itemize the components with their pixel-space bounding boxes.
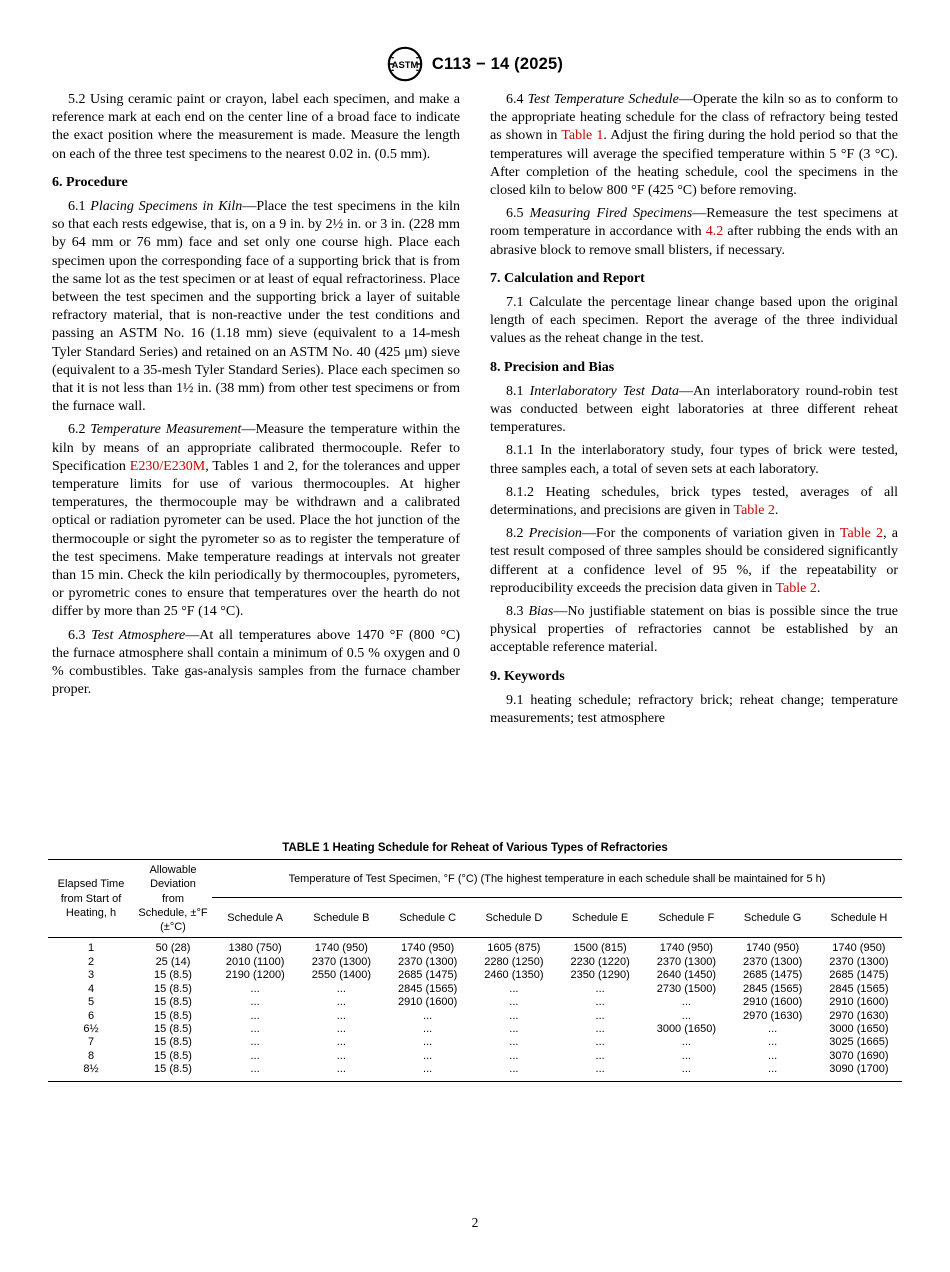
text-run: after rubbing the ends with an abrasive block to remove small blisters, if necessary. — [490, 224, 899, 258]
temperature-cell: ... — [250, 1036, 260, 1049]
deviation-cell: 25 (14) — [155, 955, 191, 968]
temperature-cell: ... — [595, 1022, 605, 1035]
temperature-cell: 3000 (1650) — [656, 1022, 717, 1035]
table-1-section — [48, 842, 902, 1082]
text-run: 8.1 — [506, 383, 530, 399]
temperature-cell: ... — [423, 1049, 433, 1062]
text-run: Measuring Fired Specimens — [529, 206, 693, 222]
temperature-cell: ... — [509, 982, 519, 995]
temperature-cell: 2370 (1300) — [397, 955, 458, 968]
temperature-cell: ... — [509, 1009, 519, 1022]
table-row — [48, 1023, 902, 1036]
text-run: 6.4 — [506, 92, 528, 107]
text-run: —Place the test specimens in the kiln so that each rests edgewise, that is, on a 9 in. by 2½ in. or 3 in. (228 mm by 64 mm or 76 mm) face and set only one course high. Place each specimen upon the corresponding face of a supporting brick that is from the same lot as the test specimen or at least of equal refractoriness. Place between the test specimen and the supporting brick a layer of suitable refractory material, that is non-reactive under the test conditions and passing an ASTM No. 16 (1.18 mm) sieve (equivalent to a 14-mesh Tyler Standard Series) and retained on an ASTM No. 40 (425 μm) sieve (equivalent to a 35-mesh Tyler Standard Series). Place each specimen so that it is not less than 1½ in. (38 mm) from other test specimens or from the furnace wall. — [52, 199, 460, 415]
temperature-cell: ... — [250, 1022, 260, 1035]
temperature-cell: 1740 (950) — [832, 942, 886, 955]
section-heading-7: 7. Calculation and Report — [490, 270, 645, 286]
text-run: 6.2 — [68, 422, 91, 438]
temperature-cell: 2370 (1300) — [829, 955, 889, 968]
elapsed-time-cell: 8 — [87, 1049, 95, 1062]
temperature-cell: 3090 (1700) — [829, 1063, 889, 1076]
temperature-cell: ... — [250, 982, 260, 995]
schedule-column-header: Schedule D — [471, 898, 557, 938]
temperature-cell: ... — [595, 982, 605, 995]
table-row — [48, 938, 902, 956]
temperature-cell: ... — [509, 1036, 519, 1049]
temperature-cell: ... — [681, 1036, 691, 1049]
schedule-column-header: Schedule G — [730, 898, 816, 938]
table-row — [48, 983, 902, 996]
temperature-cell: 1380 (750) — [228, 942, 282, 955]
temperature-cell: 2640 (1450) — [656, 969, 717, 982]
elapsed-time-cell: 5 — [87, 996, 95, 1009]
temperature-cell: ... — [595, 1063, 605, 1076]
temperature-cell: ... — [336, 1009, 346, 1022]
temperature-cell: ... — [681, 1009, 691, 1022]
text-run: 8.1.2 Heating schedules, brick types tested, averages of all determinations, and precisions are given in — [490, 484, 898, 519]
schedule-column-header: Schedule B — [298, 898, 384, 938]
ref-link[interactable]: E230/E230M — [129, 458, 206, 474]
text-run: —An interlaboratory round-robin test was conducted between eight laboratories at three different reheat temperatures. — [490, 383, 899, 436]
text-run: 6.1 — [68, 199, 91, 215]
temperature-cell: 2685 (1475) — [397, 969, 458, 982]
paragraph-5-2 — [52, 91, 460, 164]
temperature-cell: ... — [509, 996, 519, 1009]
temperature-cell: ... — [595, 996, 605, 1009]
paragraph-7-1 — [490, 294, 898, 349]
temperature-cell: 2730 (1500) — [656, 982, 717, 995]
temperature-cell: 2350 (1290) — [570, 969, 630, 982]
heating-schedule-table — [48, 859, 902, 1082]
text-run: . — [816, 580, 821, 596]
ref-link[interactable]: Table 1 — [561, 128, 604, 144]
temperature-cell: ... — [509, 1022, 519, 1035]
elapsed-time-cell: 1 — [87, 942, 95, 955]
text-run: 8.3 — [506, 604, 529, 620]
paragraph-8-1 — [490, 383, 898, 438]
temperature-cell: ... — [423, 1063, 433, 1076]
text-run: , a test result composed of three samples should be considered significantly different at a confidence level of 95 %, if the repeatability or reproducibility exceeds the precision data given in — [490, 526, 899, 596]
temperature-cell: ... — [336, 1036, 346, 1049]
table-header-row-1 — [48, 860, 902, 898]
temperature-cell: ... — [595, 1009, 605, 1022]
paragraph-6-3 — [52, 627, 460, 700]
temperature-cell: 1605 (875) — [487, 942, 541, 955]
temperature-cell: ... — [423, 1009, 433, 1022]
ref-link[interactable]: Table 2 — [733, 503, 775, 519]
table-row — [48, 1063, 902, 1081]
deviation-cell: 15 (8.5) — [154, 1022, 192, 1035]
schedule-column-header: Schedule E — [557, 898, 643, 938]
temperature-cell: 2460 (1350) — [484, 969, 544, 982]
temperature-cell: 2970 (1630) — [829, 1009, 889, 1022]
table-row — [48, 1010, 902, 1023]
temperature-cell: ... — [336, 996, 346, 1009]
text-run: 8.2 — [506, 526, 529, 542]
temperature-cell: 1740 (950) — [746, 942, 800, 955]
temperature-cell: ... — [423, 1022, 433, 1035]
temperature-cell: ... — [509, 1063, 519, 1076]
text-run: . Adjust the firing during the hold period so that the temperatures will average the specified temperature within 5 °F (3 °C). After completion of the heating schedule, cool the specimens in the closed kiln to below 800 °F (425 °C) before removing. — [490, 128, 898, 199]
deviation-cell: 15 (8.5) — [154, 969, 192, 982]
deviation-cell: 15 (8.5) — [154, 996, 192, 1009]
allowable-deviation-header: Allowable Deviation from Schedule, ±°F (±°C) — [134, 860, 212, 938]
temperature-cell: 2370 (1300) — [311, 955, 372, 968]
page-footer — [0, 1215, 950, 1231]
elapsed-time-header: Elapsed Time from Start of Heating, h — [48, 860, 134, 938]
temperature-cell: 2370 (1300) — [742, 955, 803, 968]
temperature-cell: ... — [336, 1049, 346, 1062]
schedule-column-header: Schedule F — [643, 898, 729, 938]
schedule-column-header: Schedule C — [385, 898, 471, 938]
text-run: 6.3 — [68, 627, 92, 643]
ref-link[interactable]: 4.2 — [705, 224, 724, 240]
temperature-cell: 2845 (1565) — [397, 982, 458, 995]
temperature-cell: 3025 (1665) — [829, 1036, 889, 1049]
deviation-cell: 15 (8.5) — [154, 982, 192, 995]
ref-link[interactable]: Table 2 — [839, 526, 884, 542]
temperature-cell: ... — [681, 1049, 691, 1062]
deviation-cell: 15 (8.5) — [154, 1009, 192, 1022]
ref-link[interactable]: Table 2 — [775, 580, 817, 596]
temperature-cell: 1740 (950) — [401, 942, 455, 955]
section-heading-6: 6. Procedure — [52, 174, 128, 190]
left-column — [52, 91, 460, 733]
temperature-cell: 2845 (1565) — [742, 982, 803, 995]
temperature-span-header: Temperature of Test Specimen, °F (°C) (The highest temperature in each schedule shall be maintained for 5 h) — [212, 860, 902, 898]
text-run: , Tables 1 and 2, for the tolerances and upper temperature limits for use of various thermocouples. At higher temperatures, the thermocouple may be withdrawn and a calibrated optical or radiation pyrometer can be used. Place the hot junction of the thermocouple or sight the pyrometer so as to register the temperature of the test specimens. Make temperature readings at intervals not greater than 15 min. Check the kiln periodically by thermocouples, pyrometers, or pyrometric cones to ensure that temperatures over the hearth do not differ by more than 25 °F (14 °C). — [52, 458, 460, 620]
text-run: Bias — [528, 604, 554, 620]
deviation-cell: 50 (28) — [155, 942, 191, 955]
text-run: —Remeasure the test specimens at room temperature in accordance with — [490, 206, 898, 240]
text-run: Test Atmosphere — [91, 627, 186, 643]
temperature-cell: ... — [681, 996, 691, 1009]
deviation-cell: 15 (8.5) — [154, 1063, 192, 1076]
text-run: Interlaboratory Test Data — [529, 383, 680, 399]
temperature-cell: ... — [336, 1022, 346, 1035]
temperature-cell: 2845 (1565) — [829, 982, 889, 995]
temperature-cell: 2910 (1600) — [742, 996, 803, 1009]
text-run: —Operate the kiln so as to conform to the appropriate heating schedule for the class of refractory being tested as shown in — [490, 92, 898, 144]
elapsed-time-cell: 7 — [87, 1036, 95, 1049]
text-run: . — [774, 503, 779, 519]
temperature-cell: 2230 (1220) — [570, 955, 630, 968]
paragraph-6-4 — [490, 91, 898, 200]
temperature-cell: ... — [768, 1036, 778, 1049]
paragraph-8-1-1 — [490, 442, 898, 478]
temperature-cell: ... — [250, 1049, 260, 1062]
temperature-cell: 1500 (815) — [573, 942, 627, 955]
paragraph-6-2 — [52, 421, 460, 621]
temperature-cell: ... — [595, 1036, 605, 1049]
deviation-cell: 15 (8.5) — [154, 1036, 192, 1049]
text-run: 5.2 Using ceramic paint or crayon, label each specimen, and make a reference mark at each end on the center line of a broad face to indicate the exact position where the measurement is made. Measure the length on each of the three test specimens to the nearest 0.02 in. (0.5 mm). — [52, 92, 460, 162]
astm-logo-text: ASTM — [391, 60, 419, 72]
elapsed-time-cell: 8½ — [83, 1063, 99, 1076]
text-run: Precision — [528, 526, 582, 542]
table-row — [48, 996, 902, 1009]
paragraph-8-1-2 — [490, 484, 898, 520]
elapsed-time-cell: 2 — [87, 955, 95, 968]
table-row — [48, 1050, 902, 1063]
temperature-cell: ... — [595, 1049, 605, 1062]
standard-designation: C113 − 14 (2025) — [431, 54, 564, 73]
paragraph-6-1 — [52, 198, 460, 416]
temperature-cell: 2010 (1100) — [225, 955, 285, 968]
deviation-cell: 15 (8.5) — [154, 1049, 192, 1062]
text-run: Temperature Measurement — [90, 422, 242, 438]
temperature-cell: ... — [250, 1009, 260, 1022]
temperature-cell: ... — [250, 996, 260, 1009]
page-number: 2 — [471, 1215, 479, 1230]
table-header — [48, 860, 902, 938]
elapsed-time-cell: 6 — [87, 1009, 95, 1022]
section-heading-8: 8. Precision and Bias — [490, 359, 615, 375]
temperature-cell: 2280 (1250) — [484, 955, 544, 968]
temperature-cell: ... — [768, 1063, 778, 1076]
temperature-cell: ... — [768, 1049, 778, 1062]
text-run: 9.1 heating schedule; refractory brick; reheat change; temperature measurements; test atmosphere — [490, 692, 898, 727]
temperature-cell: ... — [681, 1063, 691, 1076]
temperature-cell: 2550 (1400) — [311, 969, 372, 982]
elapsed-time-cell: 6½ — [83, 1022, 99, 1035]
text-run: Test Temperature Schedule — [527, 92, 679, 107]
schedule-column-header: Schedule H — [816, 898, 902, 938]
document-body — [52, 91, 898, 733]
schedule-column-header: Schedule A — [212, 898, 298, 938]
table-body — [48, 938, 902, 1081]
table-row — [48, 956, 902, 969]
text-run: —No justifiable statement on bias is possible since the true physical properties of refractories cannot be established by an acceptable reference material. — [490, 604, 898, 656]
temperature-cell: 2685 (1475) — [742, 969, 803, 982]
temperature-cell: ... — [768, 1022, 778, 1035]
temperature-cell: ... — [250, 1063, 260, 1076]
paragraph-8-3 — [490, 603, 898, 658]
temperature-cell: 3070 (1690) — [829, 1049, 889, 1062]
text-run: 8.1.1 In the interlaboratory study, four types of brick were tested, three samples each, a total of seven sets at each laboratory. — [490, 443, 898, 477]
document-header — [0, 46, 950, 82]
table-row — [48, 1036, 902, 1049]
temperature-cell: 2970 (1630) — [742, 1009, 803, 1022]
elapsed-time-cell: 4 — [87, 982, 95, 995]
text-run: 7.1 Calculate the percentage linear change based upon the original length of each specimen. Report the average of the three individual values as the reheat change in the test. — [490, 295, 898, 347]
table-1-title: TABLE 1 Heating Schedule for Reheat of Various Types of Refractories — [282, 842, 668, 854]
section-heading-9: 9. Keywords — [490, 668, 565, 684]
temperature-cell: 2370 (1300) — [656, 955, 717, 968]
temperature-cell: 3000 (1650) — [829, 1022, 889, 1035]
right-column — [490, 91, 898, 733]
temperature-cell: ... — [336, 1063, 346, 1076]
text-run: —At all temperatures above 1470 °F (800 °C) the furnace atmosphere shall contain a minimum of 0.5 % oxygen and 0 % combustibles. Take gas-analysis samples from the furnace chamber proper. — [52, 627, 461, 698]
text-run: —Measure the temperature within the kiln by means of an appropriate calibrated thermocouple. Refer to Specification — [52, 422, 460, 474]
text-run: 6.5 — [506, 206, 530, 222]
paragraph-9-1 — [490, 692, 898, 728]
temperature-cell: 2910 (1600) — [397, 996, 458, 1009]
temperature-cell: 2190 (1200) — [225, 969, 285, 982]
temperature-cell: 1740 (950) — [659, 942, 713, 955]
paragraph-6-5 — [490, 205, 898, 260]
paragraph-8-2 — [490, 525, 898, 598]
temperature-cell: 2910 (1600) — [829, 996, 889, 1009]
temperature-cell: 1740 (950) — [314, 942, 368, 955]
temperature-cell: ... — [336, 982, 346, 995]
temperature-cell: ... — [423, 1036, 433, 1049]
text-run: —For the components of variation given in — [581, 526, 840, 542]
elapsed-time-cell: 3 — [87, 969, 95, 982]
astm-logo — [387, 46, 423, 82]
table-row — [48, 969, 902, 982]
text-run: Placing Specimens in Kiln — [90, 199, 243, 215]
temperature-cell: ... — [509, 1049, 519, 1062]
temperature-cell: 2685 (1475) — [829, 969, 889, 982]
